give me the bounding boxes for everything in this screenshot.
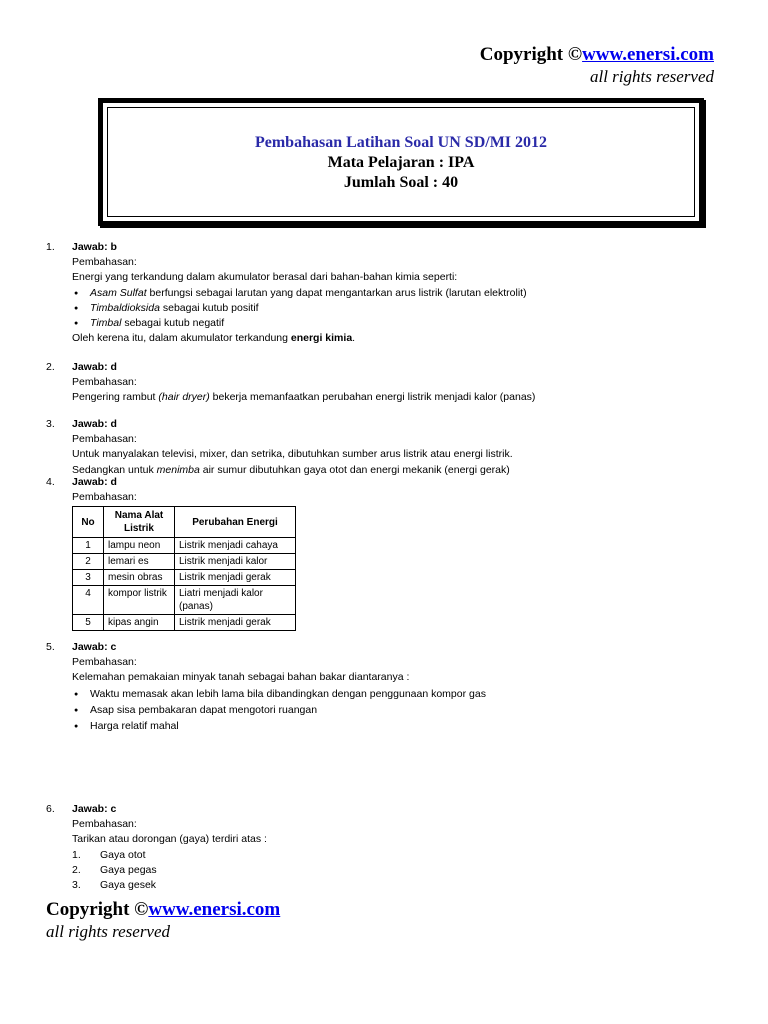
bullet-list — [72, 687, 732, 735]
cell-no: 1 — [73, 538, 104, 554]
explanation-label: Pembahasan: — [72, 656, 137, 669]
term-text: Timbal — [90, 317, 122, 330]
cell-no: 5 — [73, 615, 104, 631]
answer-key: Jawab: d — [72, 361, 117, 373]
term-text: menimba — [156, 463, 200, 476]
table-row — [73, 570, 296, 586]
copyright-line — [46, 898, 280, 921]
answer-key: Jawab: c — [72, 641, 117, 653]
cell-energy: Listrik menjadi gerak — [175, 570, 296, 586]
table-row — [73, 615, 296, 631]
explanation-intro: Kelemahan pemakaian minyak tanah sebagai bahan bakar diantaranya : — [72, 671, 410, 684]
list-item — [72, 863, 732, 878]
enersi-link[interactable]: www.enersi.com — [582, 44, 714, 65]
copyright-prefix: Copyright © — [46, 899, 149, 920]
list-item: ● Harga relatif mahal — [72, 719, 732, 734]
explanation-label: Pembahasan: — [72, 376, 137, 389]
cell-device: lemari es — [104, 554, 175, 570]
explanation-line: Untuk manyalakan televisi, mixer, dan setrika, dibutuhkan sumber arus listrik atau energi listrik. — [72, 448, 513, 461]
cell-no: 4 — [73, 586, 104, 615]
question-number: 5. — [46, 641, 55, 653]
copyright-header — [480, 43, 714, 87]
explanation-label: Pembahasan: — [72, 491, 137, 504]
cell-energy: Listrik menjadi kalor — [175, 554, 296, 570]
title-box-inner — [107, 107, 695, 217]
question-number: 6. — [46, 803, 55, 815]
answer-key: Jawab: c — [72, 803, 117, 815]
col-header-no: No — [73, 507, 104, 538]
cell-energy: Listrik menjadi gerak — [175, 615, 296, 631]
document-title: Pembahasan Latihan Soal UN SD/MI 2012 — [254, 134, 548, 151]
item-text: Gaya pegas — [100, 863, 157, 876]
energy-table — [72, 506, 296, 631]
list-item: ● Waktu memasak akan lebih lama bila dibandingkan dengan penggunaan kompor gas — [72, 687, 732, 702]
table-row — [73, 586, 296, 615]
list-item — [72, 316, 732, 331]
item-number: 2. — [72, 863, 81, 876]
col-header-energy: Perubahan Energi — [175, 507, 296, 538]
question-body — [72, 640, 732, 734]
item-text: Gaya gesek — [100, 879, 157, 892]
list-item — [72, 848, 732, 863]
item-number: 1. — [72, 848, 81, 861]
cell-device: mesin obras — [104, 570, 175, 586]
bullet-list — [72, 286, 732, 332]
table-header-row — [73, 507, 296, 538]
question-body — [72, 802, 732, 893]
explanation-label: Pembahasan: — [72, 256, 137, 269]
cell-no: 2 — [73, 554, 104, 570]
copyright-prefix: Copyright © — [479, 44, 583, 65]
explanation-text — [72, 390, 732, 405]
cell-no: 3 — [73, 570, 104, 586]
table-row — [73, 554, 296, 570]
question-number: 4. — [46, 476, 55, 488]
conclusion-end: . — [352, 332, 356, 345]
question-body — [72, 240, 732, 346]
term-text: Timbaldioksida — [90, 301, 160, 314]
conclusion-text: Oleh kerena itu, dalam akumulator terkandung — [72, 332, 291, 345]
item-text: berfungsi sebagai larutan yang dapat mengantarkan arus listrik (larutan elektrolit) — [146, 286, 527, 299]
question-body — [72, 360, 732, 406]
rights-reserved-text: all rights reserved — [589, 67, 714, 86]
explanation-intro: Tarikan atau dorongan (gaya) terdiri atas : — [72, 833, 267, 846]
term-text: Asam Sulfat — [90, 286, 147, 299]
cell-device: kompor listrik — [104, 586, 175, 615]
explanation-intro: Energi yang terkandung dalam akumulator berasal dari bahan-bahan kimia seperti: — [72, 271, 458, 284]
list-item — [72, 286, 732, 301]
term-text: (hair dryer) — [158, 391, 210, 404]
text-part: Pengering rambut — [72, 391, 159, 404]
list-item — [72, 301, 732, 316]
question-body — [72, 475, 732, 631]
text-part: air sumur dibutuhkan gaya otot dan energi mekanik (energi gerak) — [199, 463, 510, 476]
answer-key: Jawab: d — [72, 476, 117, 488]
list-item — [72, 878, 732, 893]
cell-device: kipas angin — [104, 615, 175, 631]
cell-device: lampu neon — [104, 538, 175, 554]
title-box — [98, 98, 704, 226]
answer-key: Jawab: b — [72, 241, 117, 253]
cell-energy: Listrik menjadi cahaya — [175, 538, 296, 554]
rights-reserved-text: all rights reserved — [46, 922, 171, 941]
text-part: Sedangkan untuk — [72, 463, 157, 476]
question-number: 2. — [46, 361, 55, 373]
col-header-device: Nama Alat Listrik — [104, 507, 175, 538]
question-number: 1. — [46, 241, 55, 253]
copyright-footer — [46, 898, 280, 942]
explanation-label: Pembahasan: — [72, 433, 137, 446]
question-number: 3. — [46, 418, 55, 430]
item-text: sebagai kutub positif — [159, 301, 259, 314]
item-text: Gaya otot — [100, 848, 146, 861]
explanation-label: Pembahasan: — [72, 818, 137, 831]
copyright-line — [480, 43, 714, 66]
conclusion-bold: energi kimia — [290, 332, 353, 345]
enersi-link[interactable]: www.enersi.com — [148, 899, 281, 920]
table-row — [73, 538, 296, 554]
list-item: ● Asap sisa pembakaran dapat mengotori ruangan — [72, 703, 732, 718]
text-part: bekerja memanfaatkan perubahan energi listrik menjadi kalor (panas) — [209, 391, 536, 404]
conclusion — [72, 331, 732, 346]
cell-energy: Liatri menjadi kalor (panas) — [175, 586, 296, 615]
question-body — [72, 417, 732, 478]
answer-key: Jawab: d — [72, 418, 117, 430]
question-count-line: Jumlah Soal : 40 — [343, 174, 459, 191]
item-text: sebagai kutub negatif — [121, 317, 225, 330]
item-number: 3. — [72, 879, 81, 892]
subject-line: Mata Pelajaran : IPA — [327, 154, 475, 171]
numbered-list — [0, 848, 732, 894]
